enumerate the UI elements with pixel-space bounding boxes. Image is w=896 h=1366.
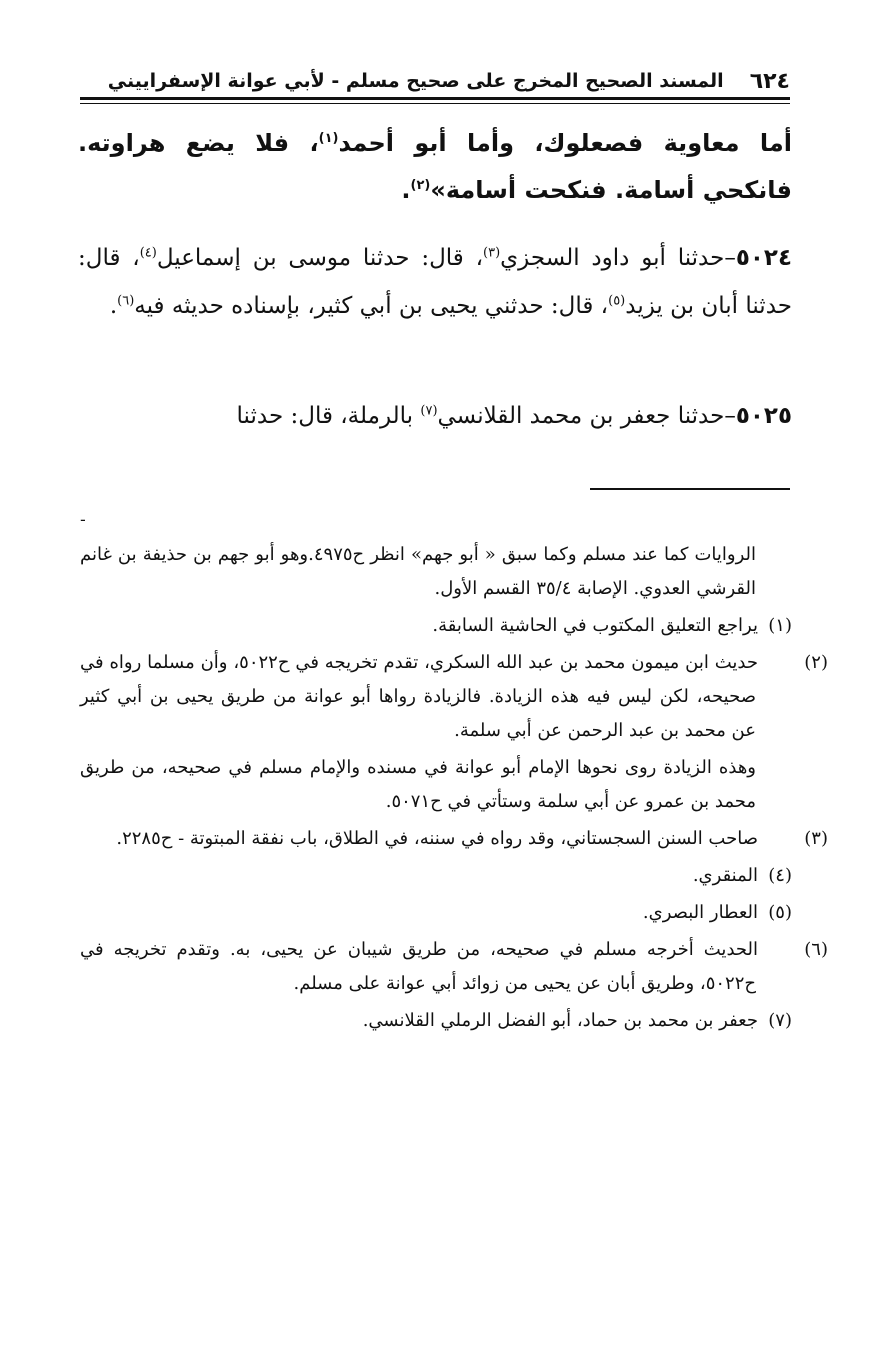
footnote-text: المنقري.	[692, 865, 758, 886]
footnote-text: صاحب السنن السجستاني، وقد رواه في سننه، في الطلاق، باب نفقة المبتوتة - ح٢٢٨٥.	[116, 828, 758, 849]
paragraph-hadith-5025	[78, 392, 792, 440]
text: .	[401, 176, 411, 204]
footnote-text: العطار البصري.	[642, 902, 758, 923]
text: ، قال: حدثني يحيى بن أبي كثير، بإسناده حديثه فيه	[134, 293, 609, 319]
footnote-text: حديث ابن ميمون محمد بن عبد الله السكري، تقدم تخريجه في ح٥٠٢٢، وأن مسلما رواه في صحيحه، لكن ليس فيه هذه الزيادة. فالزيادة رواها أبو عوانة من طريق يحيى بن أبي كثير عن محمد بن عبد الرحمن عن أبي سلمة.	[80, 652, 758, 741]
footnote-2-continued: وهذه الزيادة روى نحوها الإمام أبو عوانة في مسنده والإمام مسلم في صحيحه، من طريق محمد بن عمرو عن أبي سلمة وستأتي في ح٥٠٧١.	[80, 757, 756, 812]
text: –حدثنا أبو داود السجزي	[500, 245, 736, 271]
footnote-mark: (٦)	[804, 939, 828, 960]
footnote-ref: (٦)	[117, 293, 135, 309]
footnote-ref: (٢)	[410, 178, 431, 193]
text: ، فلا يضع هراوته. فانكحي أسامة. فنكحت أسامة»	[78, 129, 792, 204]
footnote-text: يراجع التعليق المكتوب في الحاشية السابقة.	[432, 615, 758, 636]
text: ، قال: حدثنا أبان بن يزيد	[78, 245, 792, 319]
footnote-continuation: الروايات كما عند مسلم وكما سبق « أبو جهم» انظر ح٤٩٧٥.وهو أبو جهم بن حذيفة بن غانم القرشي العدوي. الإصابة ٣٥/٤ القسم الأول.	[80, 544, 757, 599]
footnote-6	[80, 933, 828, 1001]
footnote-ref: (٥)	[608, 293, 626, 309]
page-number: ٦٢٤	[749, 68, 790, 94]
text: بالرملة، قال: حدثنا	[236, 403, 421, 429]
footnote-mark: (٤)	[768, 865, 792, 886]
hadith-number: ٥٠٢٥	[735, 403, 792, 429]
footnote-4	[80, 859, 792, 893]
footnote-text: الحديث أخرجه مسلم في صحيحه، من طريق شيبان عن يحيى، به. وتقدم تخريجه في ح٥٠٢٢، وطريق أبان عن يحيى من زوائد أبي عوانة على مسلم.	[80, 939, 758, 994]
footnote-5	[80, 896, 792, 930]
footnote-ref: (٤)	[139, 245, 157, 261]
footnote-mark: (٧)	[768, 1010, 792, 1031]
footnote-3	[80, 822, 828, 856]
text: .	[109, 293, 118, 319]
footnote-mark: (٣)	[804, 828, 828, 849]
footnote-7	[80, 1004, 792, 1038]
footnote-ref: (٣)	[483, 245, 501, 261]
text: ، قال: حدثنا موسى بن إسماعيل	[156, 245, 484, 271]
footnote-1	[80, 609, 792, 643]
footnote-text: جعفر بن محمد بن حماد، أبو الفضل الرملي القلانسي.	[362, 1010, 758, 1031]
header-rule-thin	[80, 103, 790, 104]
footnote-ref: (٧)	[420, 403, 438, 419]
footnote-ref: (١)	[318, 131, 339, 146]
header-rule-thick	[80, 97, 790, 100]
footnote-mark: (٢)	[804, 652, 828, 673]
paragraph-hadith-continuation	[78, 120, 792, 214]
book-title: المسند الصحيح المخرج على صحيح مسلم - لأبي عوانة الإسفراييني	[107, 70, 724, 92]
continuation-dash: -	[80, 510, 86, 529]
hadith-number: ٥٠٢٤	[735, 245, 793, 271]
text: –حدثنا جعفر بن محمد القلانسي	[437, 403, 736, 429]
running-header	[80, 66, 790, 96]
footnote-2	[80, 646, 828, 748]
footnote-separator	[590, 488, 790, 490]
text: أما معاوية فصعلوك، وأما أبو أحمد	[338, 129, 793, 157]
paragraph-hadith-5024	[78, 234, 792, 330]
footnotes	[80, 538, 828, 1041]
footnote-mark: (٥)	[768, 902, 792, 923]
footnote-mark: (١)	[768, 615, 792, 636]
